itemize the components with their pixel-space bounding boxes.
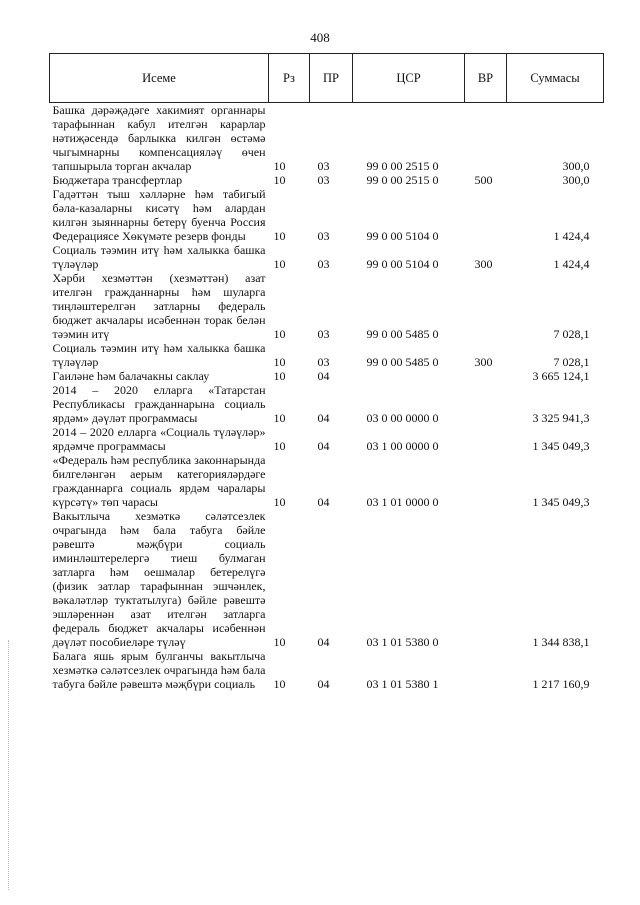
row-name: Бюджетара трансфертлар	[52, 173, 183, 187]
row-pr: 04	[317, 369, 330, 383]
row-csr: 99 0 00 2515 0	[366, 173, 439, 187]
row-name: Социаль тәэмин итү һәм халыкка башка түләүләр	[52, 341, 266, 369]
row-pr: 04	[317, 677, 330, 691]
row-csr: 03 0 00 0000 0	[366, 411, 439, 425]
row-csr: 99 0 00 5104 0	[366, 229, 439, 243]
row-vr	[465, 425, 507, 453]
row-sum: 3 325 941,3	[532, 411, 590, 425]
row-sum: 1 424,4	[553, 257, 590, 271]
budget-table	[49, 53, 604, 691]
row-vr	[465, 103, 507, 174]
row-pr: 03	[317, 257, 330, 271]
table-row	[50, 649, 604, 691]
row-csr: 03 1 01 5380 1	[366, 677, 439, 691]
row-sum: 1 217 160,9	[532, 677, 590, 691]
row-pr: 03	[317, 229, 330, 243]
column-header-name: Исеме	[50, 54, 269, 103]
row-name: Гадәттән тыш хәлләрне һәм табигый бәла-казаларны кисәтү һәм алардан килгән зыяннарны бетерү буенча Россия Федерациясе Хөкүмәте резерв фонды	[52, 187, 266, 243]
row-name: Хәрби хезмәттән (хезмәттән) азат ителгән гражданнарны һәм шуларга тиңләштерелгән затларны федераль бюджет акчалары исәбеннән торак белән тәэмин итү	[52, 271, 266, 341]
row-sum: 7 028,1	[553, 355, 590, 369]
row-vr	[465, 271, 507, 341]
row-rz: 10	[273, 159, 286, 173]
table-row	[50, 341, 604, 369]
row-name: 2014 – 2020 елларга «Социаль түләүләр» ярдәмче программасы	[52, 425, 266, 453]
row-sum: 1 424,4	[553, 229, 590, 243]
row-rz: 10	[273, 369, 286, 383]
table-row	[50, 187, 604, 243]
row-vr	[465, 453, 507, 509]
row-csr: 99 0 00 2515 0	[366, 159, 439, 173]
row-name: Башка дәрәҗәдәге хакимият органнары тарафыннан кабул ителгән карарлар нәтиҗәсендә барлыкка килгән өстәмә чыгымнарны компенсацияләү өчен тапшырыла торган акчалар	[52, 103, 266, 173]
row-vr: 300	[474, 355, 493, 369]
row-sum: 300,0	[562, 159, 590, 173]
row-rz: 10	[273, 411, 286, 425]
row-csr: 03 1 01 5380 0	[366, 635, 439, 649]
row-name: Вакытлыча хезмәткә сәләтсезлек очрагында һәм бала табуга бәйле рәвештә мәҗбүри социаль иминләштерелергә тиеш булмаган затларга һәм оешмалар бетерелүгә (физик затлар тарафыннан эшчәнлек, вәкаләтләр туктатылуга) бәйле рәвештә эшләреннән азат ителгән затларга федераль бюджет акчалары исәбеннән дәүләт пособиеләре түләү	[52, 509, 266, 649]
row-pr: 04	[317, 411, 330, 425]
row-vr	[465, 383, 507, 425]
row-sum: 300,0	[562, 173, 590, 187]
row-sum: 1 345 049,3	[532, 495, 590, 509]
row-rz: 10	[273, 229, 286, 243]
row-vr	[465, 369, 507, 383]
table-row	[50, 383, 604, 425]
row-sum: 1 344 838,1	[532, 635, 590, 649]
row-pr: 03	[317, 159, 330, 173]
row-pr: 03	[317, 327, 330, 341]
row-rz: 10	[273, 355, 286, 369]
row-csr: 99 0 00 5485 0	[366, 355, 439, 369]
table-row	[50, 173, 604, 187]
row-vr: 300	[474, 257, 493, 271]
row-rz: 10	[273, 257, 286, 271]
table-row	[50, 425, 604, 453]
row-pr: 04	[317, 439, 330, 453]
row-sum: 7 028,1	[553, 327, 590, 341]
column-header-csr: ЦСР	[353, 54, 465, 103]
table-header-row	[50, 54, 604, 103]
row-rz: 10	[273, 439, 286, 453]
row-name: Социаль тәэмин итү һәм халыкка башка түләүләр	[52, 243, 266, 271]
column-header-sum: Суммасы	[507, 54, 604, 103]
row-rz: 10	[273, 327, 286, 341]
column-header-pr: ПР	[310, 54, 353, 103]
row-pr: 04	[317, 635, 330, 649]
row-rz: 10	[273, 495, 286, 509]
row-vr	[465, 509, 507, 649]
table-row	[50, 453, 604, 509]
table-row	[50, 243, 604, 271]
row-csr: 99 0 00 5485 0	[366, 327, 439, 341]
row-name: Гаиләне һәм балачакны саклау	[52, 369, 210, 383]
row-vr: 500	[474, 173, 493, 187]
table-row	[50, 271, 604, 341]
row-name: 2014 – 2020 елларга «Татарстан Республикасы гражданнарына социаль ярдәм» дәүләт программасы	[52, 383, 266, 425]
row-name: Балага яшь ярым булганчы вакытлыча хезмәткә сәләтсезлек очрагында һәм бала табуга бәйле рәвештә мәҗбүри социаль	[52, 649, 266, 691]
row-pr: 03	[317, 173, 330, 187]
column-header-vr: ВР	[465, 54, 507, 103]
row-sum: 3 665 124,1	[532, 369, 590, 383]
row-csr: 03 1 00 0000 0	[366, 439, 439, 453]
row-name: «Федераль һәм республика законнарында билгеләнгән аерым категорияләрдәге гражданнарга социаль ярдәм чаралары күрсәтү» төп чарасы	[52, 453, 266, 509]
page-number: 408	[310, 30, 330, 45]
column-header-rz: Рз	[269, 54, 310, 103]
row-vr	[465, 187, 507, 243]
table-row	[50, 509, 604, 649]
row-pr: 03	[317, 355, 330, 369]
row-csr: 03 1 01 0000 0	[366, 495, 439, 509]
table-row	[50, 103, 604, 174]
row-csr: 99 0 00 5104 0	[366, 257, 439, 271]
row-pr: 04	[317, 495, 330, 509]
row-vr	[465, 649, 507, 691]
scan-margin-marks	[8, 640, 10, 890]
table-row	[50, 369, 604, 383]
row-rz: 10	[273, 173, 286, 187]
row-rz: 10	[273, 635, 286, 649]
row-csr	[353, 369, 465, 383]
row-sum: 1 345 049,3	[532, 439, 590, 453]
row-rz: 10	[273, 677, 286, 691]
